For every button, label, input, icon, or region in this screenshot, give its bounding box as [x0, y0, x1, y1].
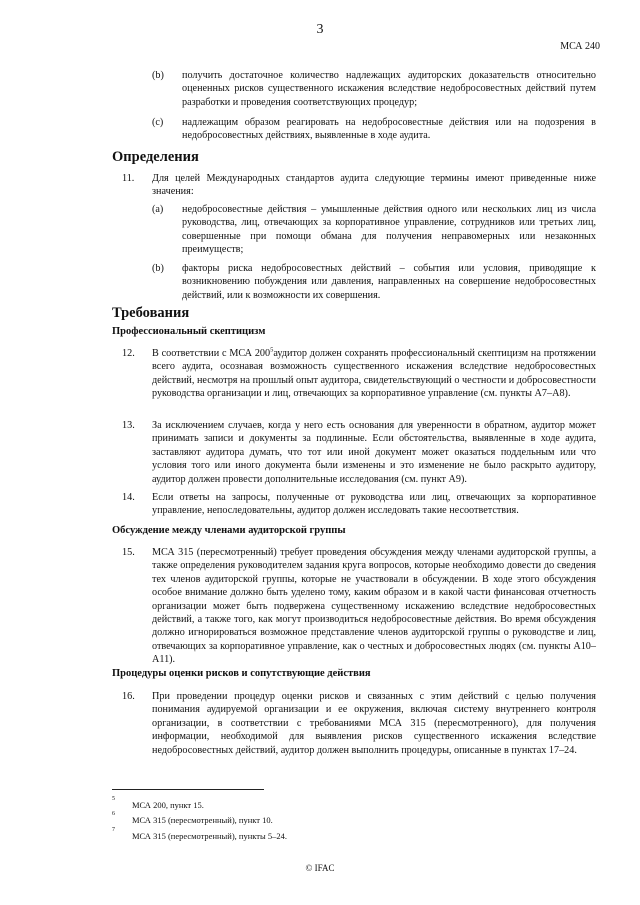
footnote-5-text: МСА 200, пункт 15. — [132, 800, 204, 810]
p11-number: 11. — [122, 173, 135, 184]
p12-number: 12. — [122, 348, 135, 359]
p16-text: При проведении процедур оценки рисков и связанных с этим действий с целью получения понимания аудируемой организации и ее окружения, включая систему внутреннего контроля организации, в соответствии с требованиями МСА 315 (пересмотренного), для получения информации, необходимой для выявления рисков существенного искажения вследствие недобросовестных действий, аудитор должен выполнить процедуры, описанные в пунктах 17–24. — [152, 691, 596, 756]
objective-b-label: (b) — [152, 70, 164, 81]
footer-copyright: © IFAC — [305, 863, 335, 873]
p15-number: 15. — [122, 547, 135, 558]
p11-text: Для целей Международных стандартов аудита следующие термины имеют приведенные ниже значения: — [152, 173, 596, 198]
p13-number: 13. — [122, 420, 135, 431]
objective-c-label: (c) — [152, 117, 164, 128]
p14-text: Если ответы на запросы, полученные от руководства или лиц, отвечающих за корпоративное управление, непоследовательны, аудитор должен исследовать такие несоответствия. — [152, 492, 596, 517]
page-number: 3 — [316, 22, 324, 37]
footnote-ref-5: 5 — [270, 346, 274, 354]
footnote-7-number: 7 — [112, 827, 115, 833]
subheading-risk-assessment: Процедуры оценки рисков и сопутствующие действия — [112, 668, 371, 679]
footnote-6-number: 6 — [112, 811, 115, 817]
definition-b-text: факторы риска недобросовестных действий – события или условия, приводящие к возникновению побуждения или давления, направленных на совершение недобросовестных действий, или к возможности их совершения. — [182, 263, 596, 301]
footnote-divider — [112, 789, 264, 790]
p15-text: МСА 315 (пересмотренный) требует проведения обсуждения между членами аудиторской группы, а также определения руководителем задания круга вопросов, которые необходимо довести до сведения тех членов аудиторской группы, которые не участвовали в обсуждении. В ходе этого обсуждения особое внимание должно быть уделено тому, каким образом и в какой части финансовая отчетность организации может быть подвержена существенному искажению вследствие недобросовестных действий, а также того, как могут производиться недобросовестные действия. Во время обсуждения должно игнорироваться возможное представление членов аудиторской группы о руководстве и лиц, отвечающих за корпоративное управление, как о честных и добросовестных людях (см. пункты A10–A11). — [152, 547, 596, 666]
p14-number: 14. — [122, 492, 135, 503]
definition-a-text: недобросовестные действия – умышленные действия одного или нескольких лиц из числа руководства, лиц, отвечающих за корпоративное управление, сотрудников или третьих лиц, совершенные при помощи обмана для получения неправомерных или незаконных преимуществ; — [182, 204, 596, 256]
definition-b-label: (b) — [152, 263, 164, 274]
p16-number: 16. — [122, 691, 135, 702]
definitions-heading: Определения — [112, 149, 199, 165]
definition-a-label: (a) — [152, 204, 164, 215]
objective-b-text: получить достаточное количество надлежащих аудиторских доказательств относительно оцененных рисков существенного искажения вследствие недобросовестных действий путем разработки и проведения соответствующих процедур; — [182, 70, 596, 108]
subheading-professional-skepticism: Профессиональный скептицизм — [112, 326, 266, 337]
p13-text: За исключением случаев, когда у него есть основания для уверенности в обратном, аудитор может принимать записи и документы за подлинные. Если обстоятельства, выявленные в ходе аудита, заставляют аудитора думать, что тот или иной документ может оказаться поддельным или что условия того или иного документа были изменены и это изменение не было раскрыто аудитору, аудитор должен провести дополнительные исследования (см. пункт A9). — [152, 420, 596, 485]
footnote-6-text: МСА 315 (пересмотренный), пункт 10. — [132, 815, 273, 825]
footnote-7-text: МСА 315 (пересмотренный), пункты 5–24. — [132, 831, 287, 841]
document-code: МСА 240 — [560, 41, 600, 52]
requirements-heading: Требования — [112, 305, 190, 321]
footnote-5-number: 5 — [112, 796, 115, 802]
subheading-team-discussion: Обсуждение между членами аудиторской группы — [112, 525, 346, 536]
objective-c-text: надлежащим образом реагировать на недобросовестные действия или на подозрения в недобросовестных действиях, выявленные в ходе аудита. — [182, 117, 596, 142]
p12-text: В соответствии с МСА $200^5аудитор$ должен сохранять профессиональный скептицизм на протяжении всего аудита, осознавая возможность существенного искажения вследствие недобросовестных действий, несмотря на прошлый опыт аудитора, свидетельствующий о честности и добросовестности руководства организации и лиц, отвечающих за корпоративное управление (см. пункты A7–A8). — [152, 346, 596, 400]
